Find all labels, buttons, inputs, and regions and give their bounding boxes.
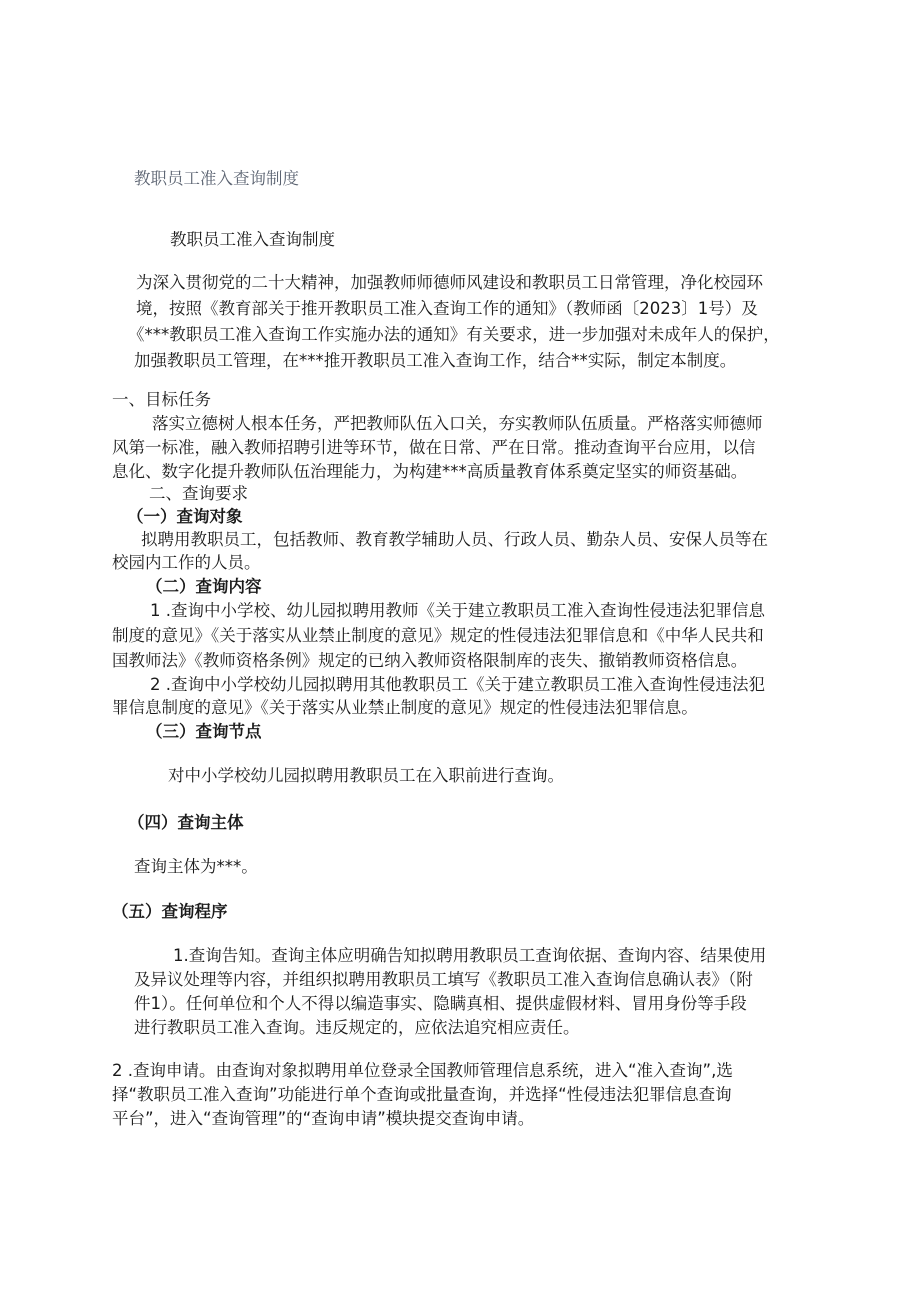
section1-line-1: 落实立德树人根本任务，严把教师队伍入口关，夯实教师队伍质量。严格落实师德师	[152, 414, 763, 433]
sub2-line-4: 2 .查询中小学校幼儿园拟聘用其他教职员工《关于建立教职员工准入查询性侵违法犯	[150, 675, 765, 694]
intro-line-1: 为深入贯彻党的二十大精神，加强教师师德师风建设和教职员工日常管理，净化校园环	[136, 273, 763, 292]
sub3-text: 对中小学校幼儿园拟聘用教职员工在入职前进行查询。	[168, 766, 564, 785]
intro-line-2: 境，按照《教育部关于推开教职员工准入查询工作的通知》（教师函〔2023〕1号）及	[136, 299, 758, 318]
section1-heading: 一、目标任务	[112, 390, 211, 409]
intro-line-4: 加强教职员工管理，在***推开教职员工准入查询工作，结合**实际，制定本制度。	[134, 351, 737, 370]
sub2-line-2: 制度的意见》《关于落实从业禁止制度的意见》规定的性侵违法犯罪信息和《中华人民共和	[112, 626, 764, 645]
sub1-line-1: 拟聘用教职员工，包括教师、教育教学辅助人员、行政人员、勤杂人员、安保人员等在	[141, 530, 768, 549]
sub2-line-1: 1 .查询中小学校、幼儿园拟聘用教师《关于建立教职员工准入查询性侵违法犯罪信息	[150, 601, 765, 620]
sub2-line-5: 罪信息制度的意见》《关于落实从业禁止制度的意见》规定的性侵违法犯罪信息。	[112, 698, 698, 717]
step1-line-1: 1.查询告知。查询主体应明确告知拟聘用教职员工查询依据、查询内容、结果使用	[173, 946, 767, 965]
sub4-heading: （四）查询主体	[128, 813, 244, 832]
step1-line-4: 进行教职员工准入查询。违反规定的，应依法追究相应责任。	[134, 1018, 580, 1037]
step2-line-1: 2 .查询申请。由查询对象拟聘用单位登录全国教师管理信息系统，进入“准入查询”,选	[112, 1061, 733, 1080]
intro-line-3: 《***教职员工准入查询工作实施办法的通知》有关要求，进一步加强对未成年人的保护，	[128, 325, 780, 344]
sub4-text: 查询主体为***。	[134, 857, 258, 876]
sub1-heading: （一）查询对象	[127, 507, 243, 526]
step1-line-2: 及异议处理等内容，并组织拟聘用教职员工填写《教职员工准入查询信息确认表》（附	[134, 970, 753, 989]
document-title: 教职员工准入查询制度	[170, 230, 335, 249]
section2-heading: 二、查询要求	[149, 484, 248, 503]
step1-line-3: 件1）。任何单位和个人不得以编造事实、隐瞒真相、提供虚假材料、冒用身份等手段	[134, 994, 747, 1013]
section1-line-3: 息化、数字化提升教师队伍治理能力，为构建***高质量教育体系奠定坚实的师资基础。	[112, 462, 748, 481]
header-title: 教职员工准入查询制度	[134, 169, 299, 188]
sub3-heading: （三）查询节点	[146, 722, 262, 741]
sub5-heading: （五）查询程序	[112, 902, 228, 921]
step2-line-3: 平台”，进入“查询管理”的“查询申请”模块提交查询申请。	[112, 1109, 535, 1128]
sub2-heading: （二）查询内容	[146, 577, 262, 596]
section1-line-2: 风第一标准，融入教师招聘引进等环节，做在日常、严在日常。推动查询平台应用，以信	[112, 438, 756, 457]
sub2-line-3: 国教师法》《教师资格条例》规定的已纳入教师资格限制库的丧失、撤销教师资格信息。	[112, 651, 748, 670]
step2-line-2: 择“教职员工准入查询”功能进行单个查询或批量查询，并选择“性侵违法犯罪信息查询	[112, 1085, 732, 1104]
sub1-line-2: 校园内工作的人员。	[112, 553, 261, 572]
